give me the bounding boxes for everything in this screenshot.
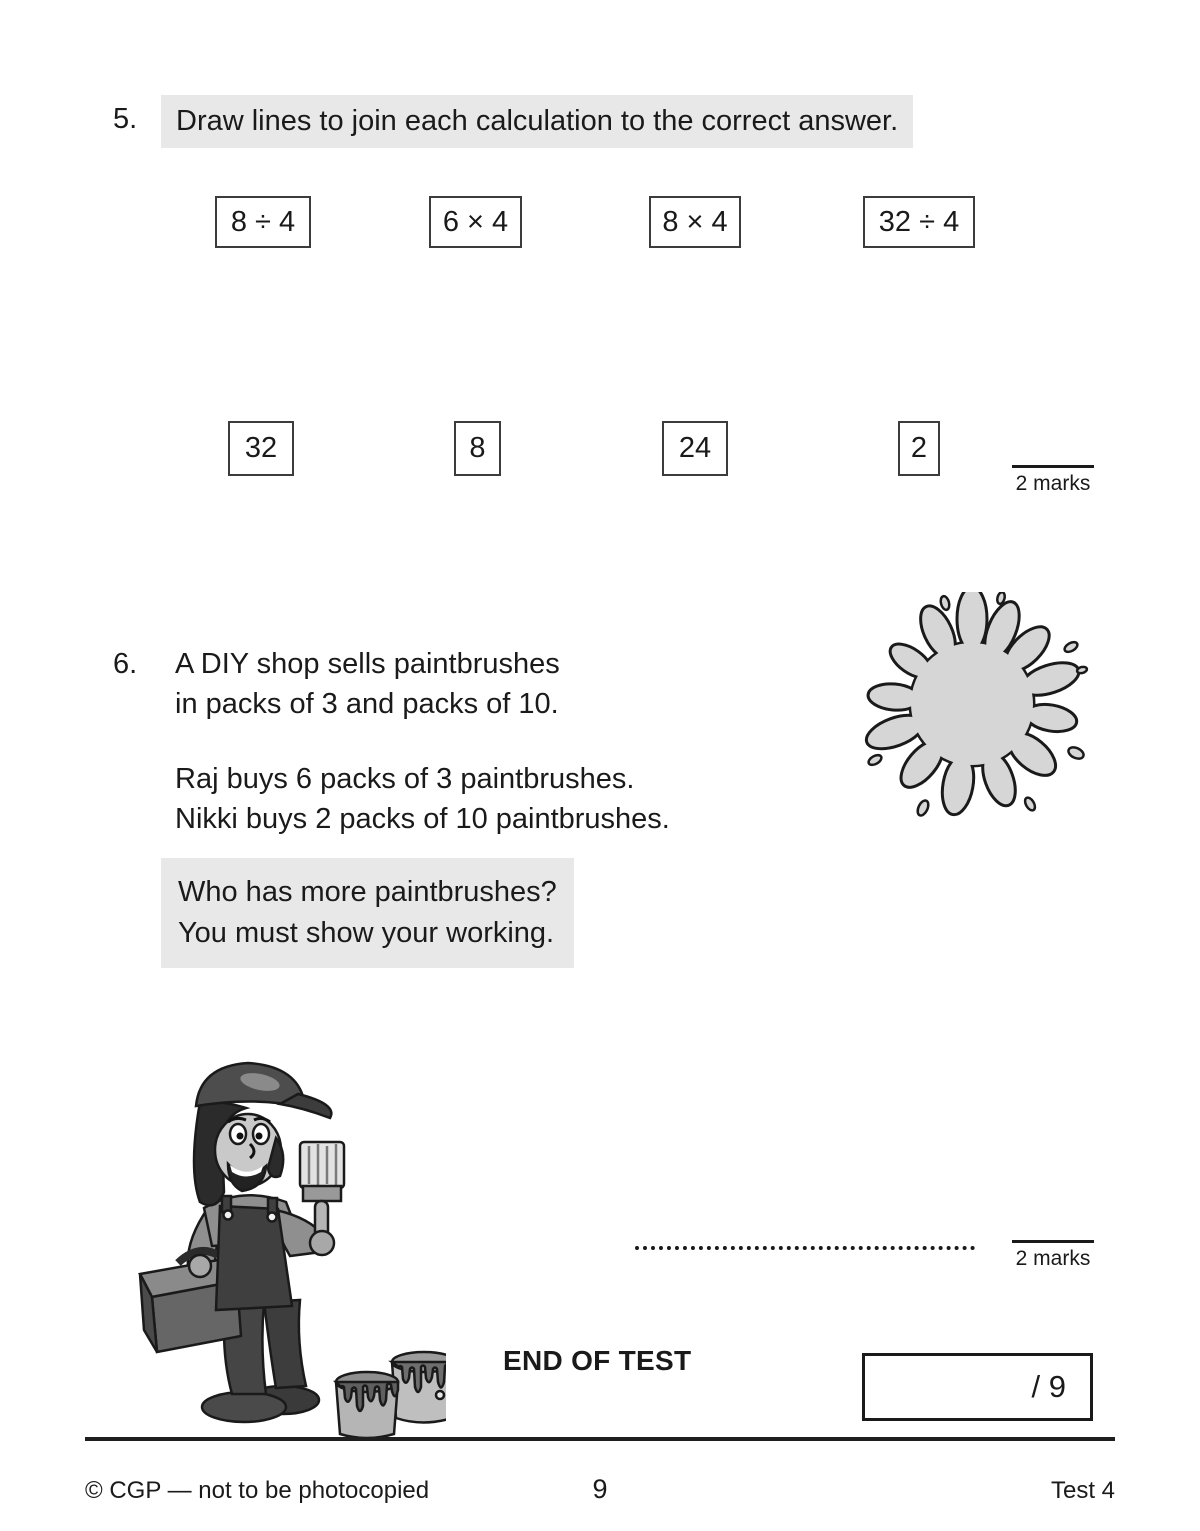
end-of-test-label: END OF TEST bbox=[503, 1345, 692, 1376]
paint-splat-illustration bbox=[850, 592, 1095, 820]
question-6-nikki-line: Nikki buys 2 packs of 10 paintbrushes. bbox=[175, 803, 670, 835]
answer-box-8: 8 bbox=[454, 421, 501, 476]
marks-label: 2 marks bbox=[1015, 1247, 1091, 1270]
marks-label: 2 marks bbox=[1015, 472, 1091, 495]
marks-rule bbox=[1012, 1240, 1094, 1243]
painter-illustration bbox=[108, 1050, 446, 1442]
footer-rule bbox=[85, 1437, 1115, 1441]
question-5-marks bbox=[1012, 465, 1094, 496]
calculation-box-4: 32 ÷ 4 bbox=[863, 196, 975, 248]
footer-copyright: © CGP — not to be photocopied bbox=[85, 1477, 430, 1504]
question-6-marks bbox=[1012, 1240, 1094, 1271]
question-6-intro-line1: A DIY shop sells paintbrushes bbox=[175, 648, 560, 680]
score-box bbox=[862, 1353, 1093, 1421]
score-total: / 9 bbox=[1031, 1369, 1066, 1404]
question-6-highlight bbox=[161, 858, 574, 968]
question-6-highlight-line2: You must show your working. bbox=[178, 917, 555, 949]
answer-box-24: 24 bbox=[662, 421, 728, 476]
question-6-intro-line2: in packs of 3 and packs of 10. bbox=[175, 688, 559, 720]
marks-rule bbox=[1012, 465, 1094, 468]
answer-box-32: 32 bbox=[228, 421, 294, 476]
calculation-box-2: 6 × 4 bbox=[429, 196, 522, 248]
answer-dotted-line bbox=[635, 1226, 975, 1250]
page-number: 9 bbox=[592, 1474, 608, 1504]
question-6-raj-line: Raj buys 6 packs of 3 paintbrushes. bbox=[175, 763, 635, 795]
question-5-prompt: Draw lines to join each calculation to the correct answer. bbox=[161, 95, 913, 148]
calculation-box-1: 8 ÷ 4 bbox=[215, 196, 311, 248]
calculation-box-3: 8 × 4 bbox=[649, 196, 741, 248]
question-5-number: 5. bbox=[113, 103, 138, 135]
footer-test-label: Test 4 bbox=[1050, 1477, 1115, 1504]
answer-box-2: 2 bbox=[898, 421, 940, 476]
question-6-number: 6. bbox=[113, 648, 138, 680]
question-6-highlight-line1: Who has more paintbrushes? bbox=[178, 876, 557, 908]
